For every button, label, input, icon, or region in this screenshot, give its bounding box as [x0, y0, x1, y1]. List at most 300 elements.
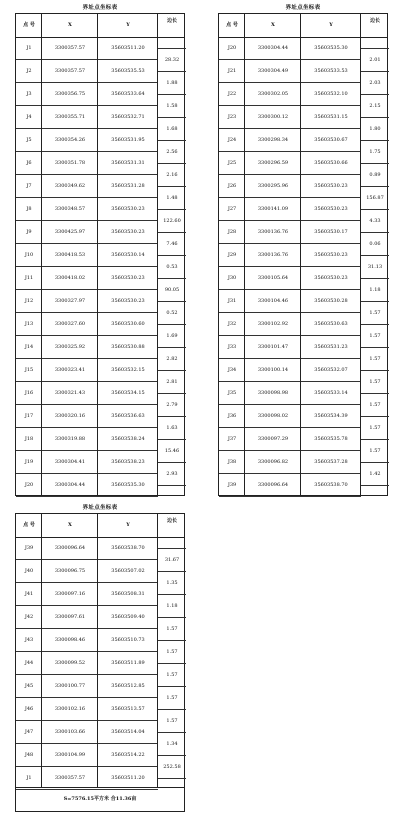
table-row — [16, 744, 158, 767]
coord-y: 35603532.10 — [314, 91, 348, 97]
coord-y: 35603531.15 — [314, 114, 348, 120]
coord-x: 3300136.76 — [257, 229, 289, 235]
point-id: J7 — [26, 183, 32, 189]
coord-x: 3300100.77 — [54, 683, 86, 689]
coord-x: 3300425.97 — [54, 229, 86, 235]
point-id: J15 — [24, 367, 34, 373]
side-length-cell — [361, 279, 389, 302]
coord-y: 35603537.28 — [314, 459, 348, 465]
coord-y: 35603532.07 — [314, 367, 348, 373]
coord-x: 3300296.59 — [257, 160, 289, 166]
coord-y: 35603530.88 — [111, 344, 145, 350]
coord-y: 35603536.63 — [111, 413, 145, 419]
point-id: J3 — [26, 91, 32, 97]
coord-y: 35603533.14 — [314, 390, 348, 396]
point-id: J20 — [24, 482, 34, 488]
coord-y: 35603531.95 — [111, 137, 145, 143]
side-length-value: 2.01 — [369, 56, 381, 63]
coord-x: 3300320.16 — [54, 413, 86, 419]
side-length-value: 1.57 — [369, 378, 381, 385]
side-length-cell — [158, 595, 186, 618]
coord-y: 35603531.28 — [111, 183, 145, 189]
table-row — [16, 428, 158, 451]
point-id: J20 — [227, 45, 237, 51]
coord-x: 3300325.92 — [54, 344, 86, 350]
coord-x: 3300104.46 — [257, 298, 289, 304]
side-length-value: 1.57 — [166, 694, 178, 701]
point-id: J33 — [227, 344, 237, 350]
coord-y: 35603532.71 — [111, 114, 145, 120]
table-row — [16, 244, 158, 267]
coord-y: 35603514.22 — [111, 752, 145, 758]
coord-x: 3300348.57 — [54, 206, 86, 212]
side-length-cell — [158, 302, 186, 325]
column-header: 点 号 — [226, 22, 238, 28]
point-id: J4 — [26, 114, 32, 120]
coordinate-table-1 — [15, 4, 185, 496]
side-length-value: 31.67 — [164, 556, 180, 563]
side-length-value: 1.68 — [166, 125, 178, 132]
column-header: Y — [126, 522, 130, 528]
side-length-value: 156.87 — [366, 194, 384, 201]
coord-y: 35603530.23 — [111, 206, 145, 212]
side-length-value: 1.57 — [166, 648, 178, 655]
column-header: X — [68, 22, 72, 28]
coord-x: 3300418.53 — [54, 252, 86, 258]
table-row — [219, 152, 361, 175]
side-length-cell — [158, 710, 186, 733]
coord-x: 3300357.57 — [54, 775, 86, 781]
side-length-value: 2.03 — [369, 79, 381, 86]
table-row — [16, 198, 158, 221]
side-length-value: 2.93 — [166, 470, 178, 477]
side-length-value: 1.57 — [369, 447, 381, 454]
coord-y: 35603530.23 — [314, 252, 348, 258]
point-id: J42 — [24, 614, 34, 620]
coord-y: 35603532.15 — [111, 367, 145, 373]
coord-x: 3300102.16 — [54, 706, 86, 712]
side-length-value: 1.57 — [369, 424, 381, 431]
coord-y: 35603538.70 — [111, 545, 145, 551]
coord-x: 3300103.66 — [54, 729, 86, 735]
coord-x: 3300356.75 — [54, 91, 86, 97]
column-header: Y — [329, 22, 333, 28]
coord-x: 3300327.97 — [54, 298, 86, 304]
coord-y: 35603530.60 — [111, 321, 145, 327]
side-length-cell — [158, 95, 186, 118]
coord-x: 3300101.47 — [257, 344, 289, 350]
table-row — [219, 129, 361, 152]
side-length-value: 1.58 — [166, 102, 178, 109]
side-length-value: 2.16 — [166, 171, 178, 178]
column-divider — [244, 14, 245, 495]
area-summary: S=7576.15平方米 合11.36亩 — [16, 787, 184, 811]
coord-y: 35603530.17 — [314, 229, 348, 235]
side-length-cell — [158, 210, 186, 233]
coord-x: 3300295.96 — [257, 183, 289, 189]
point-id: J9 — [26, 229, 32, 235]
column-divider — [300, 14, 301, 495]
point-id: J41 — [24, 591, 34, 597]
point-id: J32 — [227, 321, 237, 327]
table-row — [219, 313, 361, 336]
coord-x: 3300105.64 — [257, 275, 289, 281]
coord-x: 3300349.62 — [54, 183, 86, 189]
coord-y: 35603530.23 — [314, 275, 348, 281]
column-header: 点 号 — [23, 522, 35, 528]
side-length-spacer — [361, 37, 389, 49]
table-row — [16, 652, 158, 675]
side-length-cell — [158, 394, 186, 417]
coord-x: 3300351.78 — [54, 160, 86, 166]
table-title: 界址点坐标表 — [82, 5, 118, 11]
coord-x: 3300302.05 — [257, 91, 289, 97]
side-length-spacer — [158, 537, 186, 549]
side-length-value: 2.79 — [166, 401, 178, 408]
table-row — [219, 175, 361, 198]
coord-y: 35603510.73 — [111, 637, 145, 643]
coord-y: 35603530.23 — [111, 229, 145, 235]
point-id: J16 — [24, 390, 34, 396]
table-row — [16, 290, 158, 313]
side-length-cell — [361, 49, 389, 72]
side-length-value: 1.48 — [166, 194, 178, 201]
side-length-value: 0.53 — [166, 263, 178, 270]
coord-y: 35603511.20 — [111, 45, 145, 51]
point-id: J14 — [24, 344, 34, 350]
coord-y: 35603535.30 — [111, 482, 145, 488]
side-length-cell — [158, 618, 186, 641]
side-length-cell — [158, 687, 186, 710]
point-id: J10 — [24, 252, 34, 258]
side-length-cell — [158, 641, 186, 664]
point-id: J37 — [227, 436, 237, 442]
point-id: J11 — [24, 275, 34, 281]
side-length-cell — [158, 348, 186, 371]
coord-y: 35603514.04 — [111, 729, 145, 735]
point-id: J46 — [24, 706, 34, 712]
table-row — [219, 428, 361, 451]
column-header: X — [271, 22, 275, 28]
coord-x: 3300304.49 — [257, 68, 289, 74]
side-length-cell — [158, 141, 186, 164]
side-length-value: 31.13 — [367, 263, 383, 270]
coord-y: 35603512.85 — [111, 683, 145, 689]
table-row — [219, 451, 361, 474]
side-length-value: 1.18 — [166, 602, 178, 609]
coord-x: 3300357.57 — [54, 45, 86, 51]
point-id: J24 — [227, 137, 237, 143]
table-title: 界址点坐标表 — [285, 5, 321, 11]
table-row — [16, 698, 158, 721]
table-row — [16, 606, 158, 629]
side-length-value: 1.69 — [166, 332, 178, 339]
side-length-cell — [361, 210, 389, 233]
table-row — [16, 336, 158, 359]
point-id: J19 — [24, 459, 34, 465]
side-length-value: 0.89 — [369, 171, 381, 178]
table-row — [16, 129, 158, 152]
table-row — [16, 359, 158, 382]
side-length-cell — [158, 371, 186, 394]
coord-y: 35603507.02 — [111, 568, 145, 574]
table-title: 界址点坐标表 — [82, 505, 118, 511]
side-length-cell — [361, 371, 389, 394]
side-length-value: 1.88 — [166, 79, 178, 86]
column-divider — [157, 14, 158, 495]
side-length-cell — [361, 72, 389, 95]
side-length-cell — [361, 141, 389, 164]
coord-x: 3300097.16 — [54, 591, 86, 597]
coord-x: 3300355.71 — [54, 114, 86, 120]
table-row — [219, 267, 361, 290]
coordinate-table-3 — [15, 504, 185, 812]
side-length-value: 1.63 — [166, 424, 178, 431]
point-id: J36 — [227, 413, 237, 419]
side-length-cell — [158, 664, 186, 687]
coord-y: 35603530.23 — [111, 275, 145, 281]
point-id: J22 — [227, 91, 237, 97]
point-id: J12 — [24, 298, 34, 304]
point-id: J29 — [227, 252, 237, 258]
coord-y: 35603530.23 — [314, 206, 348, 212]
coord-y: 35603538.24 — [111, 436, 145, 442]
point-id: J39 — [24, 545, 34, 551]
coord-x: 3300319.88 — [54, 436, 86, 442]
point-id: J31 — [227, 298, 237, 304]
column-header: X — [68, 522, 72, 528]
column-divider — [97, 14, 98, 495]
coord-y: 35603535.30 — [314, 45, 348, 51]
coord-y: 35603538.70 — [314, 482, 348, 488]
point-id: J34 — [227, 367, 237, 373]
coord-x: 3300097.61 — [54, 614, 86, 620]
side-length-cell — [361, 394, 389, 417]
table-row — [16, 405, 158, 428]
side-length-value: 2.81 — [166, 378, 178, 385]
coord-x: 3300304.44 — [257, 45, 289, 51]
point-id: J39 — [227, 482, 237, 488]
side-length-value: 7.46 — [166, 240, 178, 247]
point-id: J21 — [227, 68, 237, 74]
column-divider — [360, 14, 361, 495]
side-length-cell — [158, 549, 186, 572]
side-length-spacer — [158, 37, 186, 49]
side-length-cell — [361, 95, 389, 118]
coord-y: 35603531.31 — [111, 160, 145, 166]
table-row — [16, 583, 158, 606]
point-id: J23 — [227, 114, 237, 120]
side-length-cell — [361, 164, 389, 187]
table-row — [16, 451, 158, 474]
side-length-value: 1.57 — [166, 625, 178, 632]
coord-y: 35603530.23 — [314, 183, 348, 189]
coord-x: 3300096.64 — [54, 545, 86, 551]
column-header: 边长 — [166, 518, 177, 524]
table-row — [16, 313, 158, 336]
table-grid — [218, 13, 388, 496]
coord-x: 3300323.41 — [54, 367, 86, 373]
coord-y: 35603513.57 — [111, 706, 145, 712]
coord-y: 35603530.23 — [111, 298, 145, 304]
side-length-cell — [158, 325, 186, 348]
coord-x: 3300136.76 — [257, 252, 289, 258]
side-length-cell — [158, 164, 186, 187]
point-id: J25 — [227, 160, 237, 166]
coord-x: 3300099.52 — [54, 660, 86, 666]
coord-y: 35603530.66 — [314, 160, 348, 166]
coord-x: 3300098.46 — [54, 637, 86, 643]
side-length-value: 122.60 — [163, 217, 181, 224]
side-length-value: 1.34 — [166, 740, 178, 747]
point-id: J38 — [227, 459, 237, 465]
side-length-value: 0.06 — [369, 240, 381, 247]
coord-y: 35603508.31 — [111, 591, 145, 597]
side-length-cell — [158, 118, 186, 141]
side-length-value: 4.33 — [369, 217, 381, 224]
table-row — [219, 244, 361, 267]
table-row — [16, 675, 158, 698]
table-row — [16, 152, 158, 175]
side-length-cell — [361, 118, 389, 141]
coord-y: 35603533.53 — [314, 68, 348, 74]
point-id: J13 — [24, 321, 34, 327]
side-length-value: 2.56 — [166, 148, 178, 155]
side-length-cell — [361, 325, 389, 348]
point-id: J35 — [227, 390, 237, 396]
table-row — [219, 382, 361, 405]
column-header: 点 号 — [23, 22, 35, 28]
side-length-cell — [158, 256, 186, 279]
coord-y: 35603530.67 — [314, 137, 348, 143]
table-row — [219, 405, 361, 428]
side-length-value: 1.57 — [369, 355, 381, 362]
coord-x: 3300354.26 — [54, 137, 86, 143]
side-length-spacer — [361, 486, 389, 498]
coord-x: 3300098.98 — [257, 390, 289, 396]
side-length-value: 252.58 — [163, 763, 181, 770]
table-row — [16, 106, 158, 129]
coord-x: 3300298.34 — [257, 137, 289, 143]
point-id: J6 — [26, 160, 32, 166]
table-row — [16, 721, 158, 744]
side-length-cell — [361, 417, 389, 440]
table-row — [16, 267, 158, 290]
coord-x: 3300096.82 — [257, 459, 289, 465]
table-row — [16, 37, 158, 60]
coord-y: 35603511.89 — [111, 660, 145, 666]
point-id: J30 — [227, 275, 237, 281]
table-row — [219, 106, 361, 129]
side-length-value: 2.82 — [166, 355, 178, 362]
table-row — [16, 537, 158, 560]
coord-x: 3300300.12 — [257, 114, 289, 120]
side-length-cell — [158, 187, 186, 210]
coord-y: 35603530.14 — [111, 252, 145, 258]
side-length-value: 1.57 — [166, 717, 178, 724]
side-length-cell — [158, 733, 186, 756]
side-length-cell — [361, 440, 389, 463]
coord-y: 35603511.20 — [111, 775, 145, 781]
side-length-cell — [361, 233, 389, 256]
column-header: 边长 — [166, 18, 177, 24]
table-row — [219, 198, 361, 221]
side-length-cell — [361, 348, 389, 371]
table-row — [219, 336, 361, 359]
column-divider — [41, 14, 42, 495]
side-length-value: 28.32 — [164, 56, 180, 63]
side-length-cell — [361, 256, 389, 279]
coord-y: 35603530.28 — [314, 298, 348, 304]
side-length-cell — [361, 302, 389, 325]
table-row — [16, 221, 158, 244]
point-id: J5 — [26, 137, 32, 143]
table-row — [16, 382, 158, 405]
coord-x: 3300097.29 — [257, 436, 289, 442]
side-length-value: 2.15 — [369, 102, 381, 109]
side-length-value: 1.57 — [369, 332, 381, 339]
coord-x: 3300304.44 — [54, 482, 86, 488]
side-length-value: 1.57 — [166, 671, 178, 678]
point-id: J47 — [24, 729, 34, 735]
side-length-cell — [158, 440, 186, 463]
table-row — [16, 60, 158, 83]
coord-y: 35603530.63 — [314, 321, 348, 327]
coord-y: 35603533.64 — [111, 91, 145, 97]
coord-x: 3300096.75 — [54, 568, 86, 574]
point-id: J18 — [24, 436, 34, 442]
table-row — [219, 60, 361, 83]
coord-x: 3300100.14 — [257, 367, 289, 373]
point-id: J1 — [26, 775, 32, 781]
side-length-cell — [158, 233, 186, 256]
side-length-cell — [158, 756, 186, 779]
side-length-value: 1.57 — [369, 309, 381, 316]
coord-x: 3300102.92 — [257, 321, 289, 327]
table-row — [16, 629, 158, 652]
table-row — [16, 175, 158, 198]
coord-y: 35603535.53 — [111, 68, 145, 74]
coord-y: 35603509.40 — [111, 614, 145, 620]
point-id: J26 — [227, 183, 237, 189]
side-length-cell — [158, 572, 186, 595]
column-header: Y — [126, 22, 130, 28]
point-id: J48 — [24, 752, 34, 758]
point-id: J28 — [227, 229, 237, 235]
point-id: J45 — [24, 683, 34, 689]
coord-x: 3300304.41 — [54, 459, 86, 465]
coord-x: 3300418.02 — [54, 275, 86, 281]
side-length-cell — [361, 463, 389, 486]
side-length-cell — [361, 187, 389, 210]
side-length-value: 0.52 — [166, 309, 178, 316]
table-row — [16, 560, 158, 583]
column-divider — [41, 514, 42, 788]
table-row — [219, 221, 361, 244]
table-grid — [15, 13, 185, 496]
coord-x: 3300357.57 — [54, 68, 86, 74]
point-id: J17 — [24, 413, 34, 419]
point-id: J2 — [26, 68, 32, 74]
point-id: J8 — [26, 206, 32, 212]
coord-x: 3300321.43 — [54, 390, 86, 396]
coord-x: 3300141.09 — [257, 206, 289, 212]
point-id: J40 — [24, 568, 34, 574]
table-row — [219, 359, 361, 382]
point-id: J44 — [24, 660, 34, 666]
side-length-cell — [158, 417, 186, 440]
coord-x: 3300327.60 — [54, 321, 86, 327]
